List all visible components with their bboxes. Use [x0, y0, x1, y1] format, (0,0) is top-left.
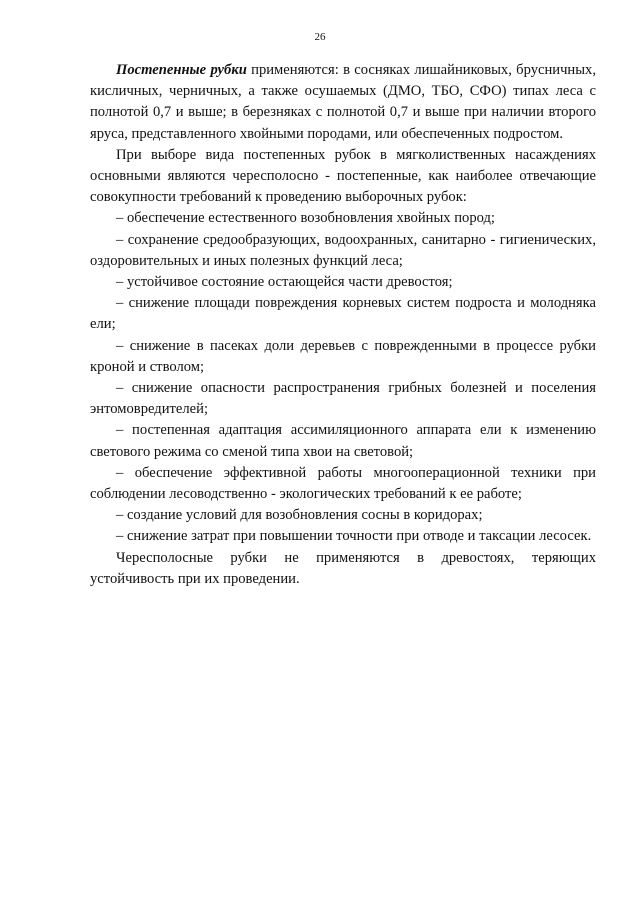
- requirement-item: – снижение площади повреждения корневых систем подроста и молодняка ели;: [90, 295, 596, 333]
- intro-text: применяются: в сосняках лишайниковых, брусничных, кисличных, черничных, а также осушаемых (ДМО, ТБО, СФО) типах леса с полнотой 0,7 и выше; в березняках с полнотой 0,7 и выше при наличии второго яруса, представленного хвойными породами, или обеспеченных подростом.: [90, 62, 596, 142]
- requirement-item: – сохранение средообразующих, водоохранных, санитарно - гигиенических, оздоровительных и иных полезных функций леса;: [90, 231, 596, 269]
- selection-paragraph: При выборе вида постепенных рубок в мягколиственных насаждениях основными являются чересполосно - постепенные, как наиболее отвечающие совокупности требований к проведению выборочных рубок:: [90, 146, 596, 206]
- requirement-item: – обеспечение эффективной работы многооперационной техники при соблюдении лесоводственно - экологических требований к ее работе;: [90, 464, 596, 503]
- requirement-item: – снижение опасности распространения грибных болезней и поселения энтомовредителей;: [90, 380, 596, 418]
- requirement-item: – снижение в пасеках доли деревьев с поврежденными в процессе рубки кроной и стволом;: [90, 337, 596, 375]
- closing-paragraph: Чересполосные рубки не применяются в древостоях, теряющих устойчивость при их проведении.: [90, 549, 596, 587]
- requirement-item: – снижение затрат при повышении точности при отводе и таксации лесосек.: [116, 528, 592, 545]
- requirement-item: – создание условий для возобновления сосны в коридорах;: [116, 507, 483, 524]
- page-number: 26: [314, 31, 326, 43]
- lead-term: Постепенные рубки: [116, 62, 247, 78]
- intro-paragraph: [90, 60, 596, 145]
- requirement-item: – обеспечение естественного возобновления хвойных пород;: [116, 210, 495, 227]
- requirement-item: – постепенная адаптация ассимиляционного аппарата ели к изменению светового режима со сменой типа хвои на световой;: [90, 422, 596, 460]
- requirement-item: – устойчивое состояние остающейся части древостоя;: [116, 274, 453, 291]
- document-body: [90, 60, 596, 590]
